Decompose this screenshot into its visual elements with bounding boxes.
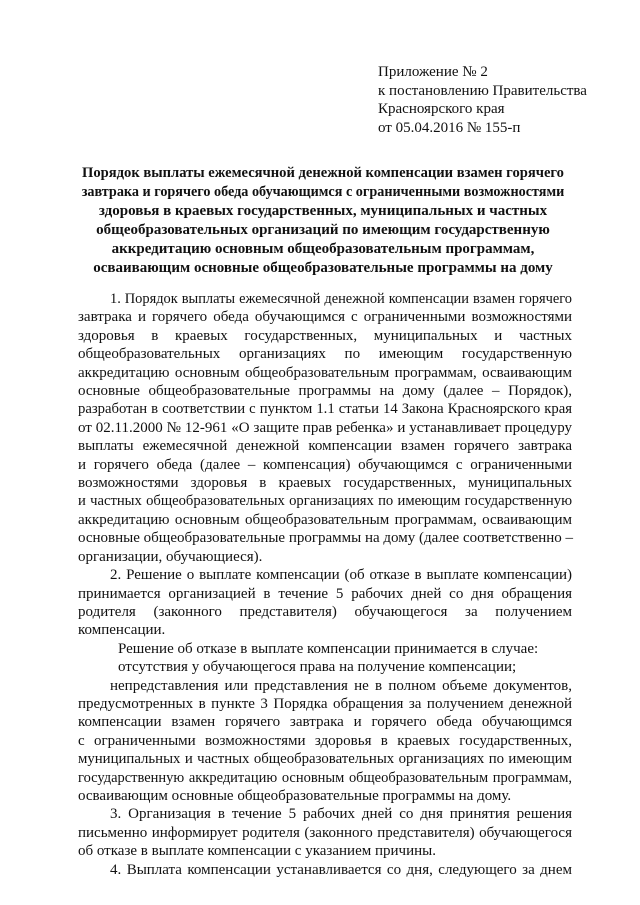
text-line: компенсации. [78, 622, 166, 639]
paragraph-1 [78, 290, 572, 566]
text-line: завтрака и горячего обеда обучающимся с ограниченными возможностями [78, 309, 572, 326]
paragraph-refusal-reason-1 [78, 658, 572, 676]
text-line: 1. Порядок выплаты ежемесячной денежной компенсации взамен горячего [110, 291, 572, 307]
paragraph-2 [78, 566, 572, 640]
text-line: родителя (законного представителя) обучающегося за получением [78, 603, 572, 620]
title-line: завтрака и горячего обеда обучающимся с ограниченными возможностями [81, 184, 565, 200]
text-line: осваивающим основные общеобразовательные программы на дому. [78, 787, 512, 804]
paragraph-4 [78, 861, 572, 879]
title-line: Порядок выплаты ежемесячной денежной компенсации взамен горячего [82, 165, 564, 181]
text-line: выплаты ежемесячной денежной компенсации взамен горячего завтрака [78, 438, 572, 455]
text-line: от 02.11.2000 № 12-961 «О защите прав ребенка» и устанавливает процедуру [78, 419, 572, 436]
paragraph-3 [78, 805, 572, 860]
text-line: общеобразовательных организациях по имеющим государственную [78, 346, 572, 363]
text-line: принимается организацией в течение 5 рабочих дней со дня обращения [78, 585, 572, 602]
paragraph-refusal-intro [78, 640, 572, 658]
text-line: 3. Организация в течение 5 рабочих дней со дня принятия решения [110, 806, 572, 823]
text-line: 4. Выплата компенсации устанавливается со дня, следующего за днем [110, 861, 572, 878]
text-line: муниципальных и частных общеобразовательных организациях по имеющим [78, 751, 572, 768]
text-line: с ограниченными возможностями здоровья в краевых государственных, [78, 732, 572, 749]
text-line: Решение об отказе в выплате компенсации принимается в случае: [118, 640, 539, 657]
text-line: возможностями здоровья в краевых государственных, муниципальных [78, 475, 572, 492]
text-line: и частных общеобразовательных организациях по имеющим государственную [78, 493, 572, 510]
text-line: непредставления или представления не в полном объеме документов, [110, 677, 572, 694]
title-line: здоровья в краевых государственных, муниципальных и частных [98, 203, 548, 219]
title-line: осваивающим основные общеобразовательные программы на дому [93, 260, 553, 276]
text-line: здоровья в краевых государственных, муниципальных и частных [78, 327, 572, 344]
text-line: 2. Решение о выплате компенсации (об отказе в выплате компенсации) [110, 567, 572, 584]
document-body [78, 290, 572, 879]
text-line: и горячего обеда (далее – компенсация) обучающимся с ограниченными [78, 456, 572, 473]
title-line: общеобразовательных организаций по имеющим государственную [96, 222, 550, 238]
paragraph-refusal-reason-2 [78, 677, 572, 806]
appendix-line: к постановлению Правительства [378, 82, 587, 99]
text-line: аккредитацию основным общеобразовательным программам, осваивающим [78, 511, 572, 528]
appendix-line: Приложение № 2 [378, 64, 488, 80]
text-line: основные общеобразовательные программы на дому (далее соответственно – [78, 530, 574, 547]
text-line: государственную аккредитацию основным общеобразовательным программам, [78, 769, 572, 786]
text-line: письменно информирует родителя (законного представителя) обучающегося [78, 824, 572, 841]
text-line: об отказе в выплате компенсации с указанием причины. [78, 843, 436, 860]
text-line: организации, обучающиеся). [78, 548, 263, 565]
appendix-line: Красноярского края [378, 101, 505, 117]
text-line: компенсации взамен горячего завтрака и горячего обеда обучающимся [78, 714, 572, 731]
appendix-line: от 05.04.2016 № 155-п [378, 119, 521, 136]
text-line: разработан в соответствии с пунктом 1.1 статьи 14 Закона Красноярского края [78, 401, 572, 418]
text-line: основные общеобразовательные программы на дому (далее – Порядок), [78, 383, 572, 400]
text-line: предусмотренных в пункте 3 Порядка обращения за получением денежной [78, 695, 572, 712]
title-line: аккредитацию основным общеобразовательным программам, [111, 241, 535, 257]
text-line: аккредитацию основным общеобразовательным программам, осваивающим [78, 364, 572, 381]
document-title [80, 164, 566, 278]
appendix-header [378, 63, 587, 137]
text-line: отсутствия у обучающегося права на получение компенсации; [118, 659, 517, 676]
